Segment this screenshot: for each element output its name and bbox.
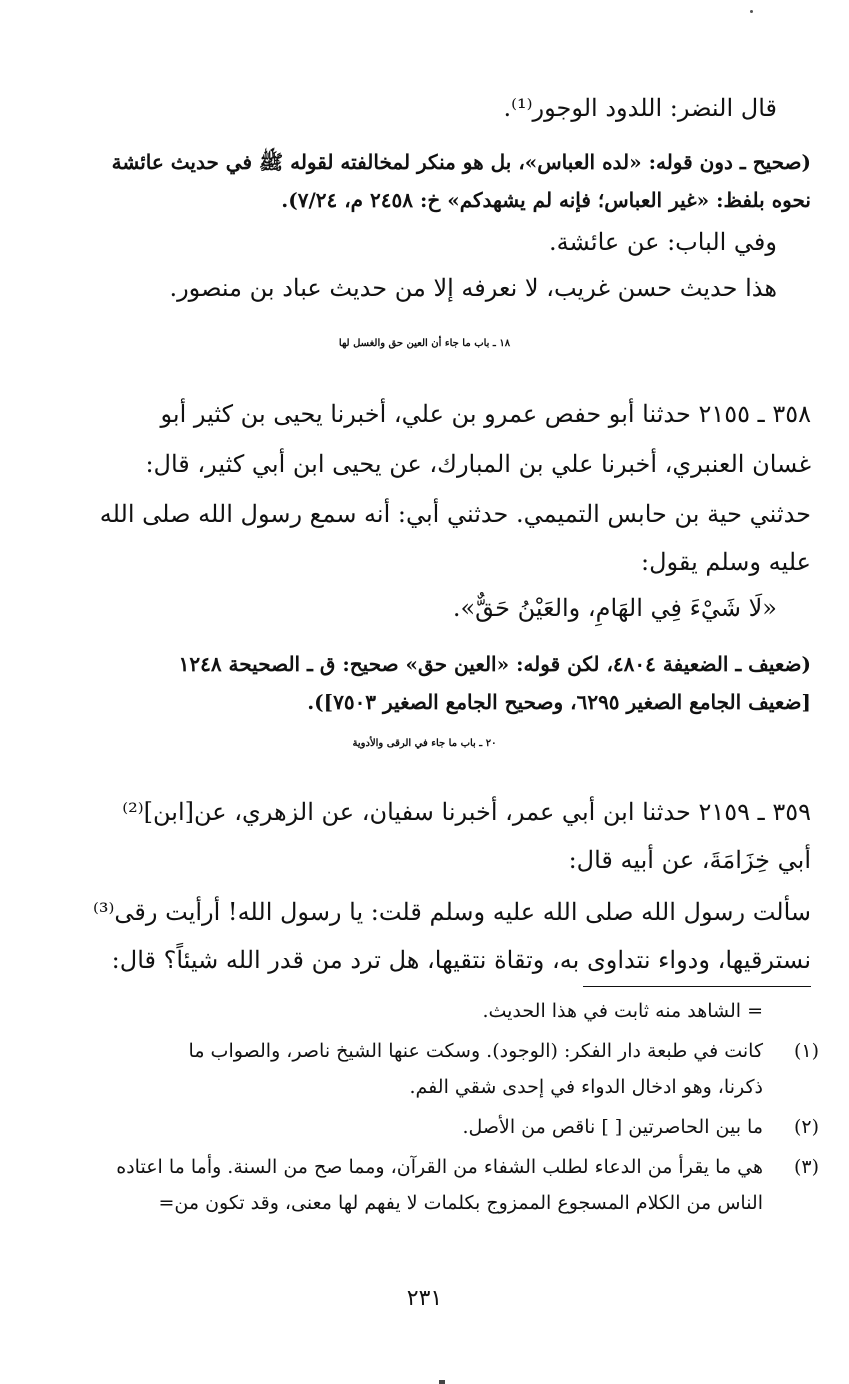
hadith-line: ٣٥٨ ـ ٢١٥٥ حدثنا أبو حفص عمرو بن علي، أخبرنا يحيى بن كثير أبو [160,400,811,428]
hadith-line: حدثني حية بن حابس التميمي. حدثني أبي: أنه سمع رسول الله صلى الله [99,500,811,528]
footnote-number: (٣) [793,1156,819,1178]
footnote-text: ما بين الحاصرتين [ ] ناقص من الأصل. [462,1116,763,1138]
chapter-heading: ١٨ ـ باب ما جاء أن العين حق والغسل لها [338,338,511,349]
footnote-text: هي ما يقرأ من الدعاء لطلب الشفاء من القرآن، ومما صح من السنة. وأما ما اعتاده [116,1156,763,1178]
footnote-text: كانت في طبعة دار الفكر: (الوجود). وسكت عنها الشيخ ناصر، والصواب ما [188,1040,763,1062]
text-line: وفي الباب: عن عائشة. [549,228,777,256]
footnote-number: (١) [793,1040,819,1062]
footnote-separator [583,986,811,987]
footnote-text: ذكرنا، وهو ادخال الدواء في إحدى شقي الفم. [409,1076,763,1098]
grading-note: [ضعيف الجامع الصغير ٦٢٩٥، وصحيح الجامع الصغير ٧٥٠٣]). [307,690,811,714]
scan-mark [439,1380,445,1384]
hadith-line: نسترقيها، ودواء نتداوى به، وتقاة نتقيها، هل ترد من قدر الله شيئاً؟ قال: [111,946,811,974]
grading-note: (صحيح ـ دون قوله: «لده العباس»، بل هو منكر لمخالفته لقوله ﷺ في حديث عائشة [111,150,811,174]
hadith-line: سألت رسول الله صلى الله عليه وسلم قلت: يا رسول الله! أرأيت رقى⁽³⁾ [93,898,811,926]
hadith-line: عليه وسلم يقول: [641,548,811,576]
scan-speck [750,10,753,13]
grading-note: (ضعيف ـ الضعيفة ٤٨٠٤، لكن قوله: «العين حق» صحيح: ق ـ الصحيحة ١٢٤٨ [178,652,811,676]
hadith-line: غسان العنبري، أخبرنا علي بن المبارك، عن يحيى ابن أبي كثير، قال: [145,450,811,478]
text-line: هذا حديث حسن غريب، لا نعرفه إلا من حديث عباد بن منصور. [169,274,777,302]
hadith-line: ٣٥٩ ـ ٢١٥٩ حدثنا ابن أبي عمر، أخبرنا سفيان، عن الزهري، عن[ابن]⁽²⁾ [122,798,811,826]
footnote-number: (٢) [793,1116,819,1138]
footnote-continuation: = الشاهد منه ثابت في هذا الحديث. [482,1000,763,1022]
page-number: ٢٣١ [406,1286,443,1311]
grading-note: نحوه بلفظ: «غير العباس؛ فإنه لم يشهدكم» خ: ٢٤٥٨ م، ٧/٢٤). [281,188,811,212]
chapter-heading: ٢٠ ـ باب ما جاء في الرقى والأدوية [352,738,497,749]
hadith-matn: «لَا شَيْءَ فِي الهَامِ، والعَيْنُ حَقٌّ». [452,594,777,622]
hadith-line: أبي خِزَامَةَ، عن أبيه قال: [568,846,811,874]
footnote-text: الناس من الكلام المسجوع الممزوج بكلمات لا يفهم لها معنى، وقد تكون من= [158,1192,763,1214]
text-line: قال النضر: اللدود الوجور⁽¹⁾. [503,94,777,122]
